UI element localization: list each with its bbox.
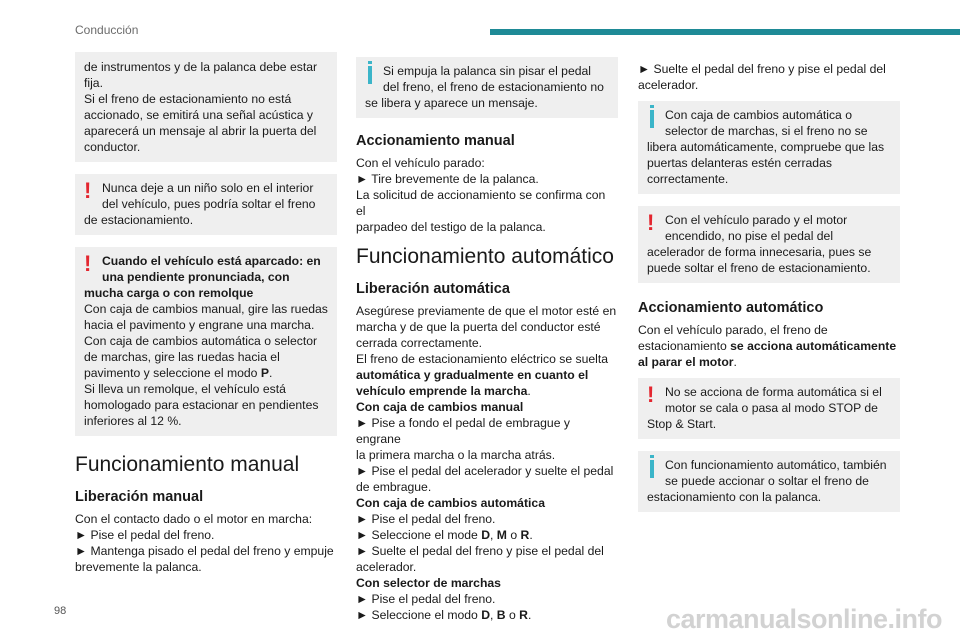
text-line: conductor.	[84, 140, 141, 154]
text-line: acelerador de forma innecesaria, pues se	[647, 245, 872, 259]
mode-label: D	[481, 528, 491, 542]
text-line: homologado para estacionar en pendientes	[84, 398, 319, 412]
text-line: del freno, el freno de estacionamiento no	[383, 80, 604, 94]
page-number: 98	[54, 605, 67, 617]
section-heading: Funcionamiento automático	[356, 245, 614, 268]
text-line: cerrada correctamente.	[356, 336, 482, 350]
text-line: ► Pise el pedal del freno.	[356, 592, 496, 606]
alert-icon: !	[647, 210, 655, 235]
text-line: accionado, se emitirá una señal acústica y	[84, 108, 313, 122]
column-2	[356, 57, 618, 623]
text-line: de marchas, gire las ruedas hacia el	[84, 350, 280, 364]
text-line: ► Pise el pedal del freno.	[356, 512, 496, 526]
text-fragment: o	[510, 528, 518, 542]
info-icon	[650, 110, 654, 128]
text-line: La solicitud de accionamiento se confirma con el	[356, 188, 606, 218]
text-line: Si empuja la palanca sin pisar el pedal	[383, 64, 591, 78]
text-line: Con el contacto dado o el motor en marcha:	[75, 512, 313, 526]
text-line: libera automáticamente, compruebe que las	[647, 140, 885, 154]
text-line: marcha y de que la puerta del conductor esté	[356, 320, 601, 334]
watermark: carmanualsonline.info	[665, 604, 942, 634]
alert-box	[638, 378, 900, 439]
text-line: Con caja de cambios manual, gire las ruedas	[84, 302, 328, 316]
text-line: aparecerá un mensaje al abrir la puerta del	[84, 124, 317, 138]
text-line: Cuando el vehículo está aparcado: en	[102, 254, 321, 268]
text-line: puede soltar el freno de estacionamiento.	[647, 261, 871, 275]
text-line	[638, 338, 900, 354]
text-line: fija.	[84, 76, 103, 90]
text-line: se libera y aparece un mensaje.	[365, 96, 538, 110]
text-line: Con el vehículo parado y el motor	[665, 213, 848, 227]
alert-box	[75, 247, 337, 436]
text-fragment: ,	[490, 528, 494, 542]
text-line: ► Pise a fondo el pedal de embrague y engrane	[356, 416, 570, 446]
section-heading: Funcionamiento manual	[75, 453, 300, 476]
mode-label: R	[519, 608, 528, 622]
text-line: Si el freno de estacionamiento no está	[84, 92, 292, 106]
alert-icon: !	[647, 382, 655, 407]
info-icon	[650, 460, 654, 478]
text-line: motor se cala o pasa al modo STOP de	[665, 401, 878, 415]
text-line: Stop & Start.	[647, 417, 717, 431]
text-line: una pendiente pronunciada, con	[102, 270, 290, 284]
text-line: acelerador.	[638, 78, 699, 92]
mode-label: D	[481, 608, 491, 622]
text-fragment: se acciona automáticamente	[730, 339, 897, 353]
text-line: Asegúrese previamente de que el motor esté en	[356, 304, 617, 318]
alert-icon: !	[84, 251, 92, 276]
text-line: Con caja de cambios automática o selector	[84, 334, 318, 348]
mode-label: M	[496, 528, 507, 542]
text-line: El freno de estacionamiento eléctrico se suelta	[356, 352, 609, 366]
text-line: puertas delanteras estén cerradas	[647, 156, 832, 170]
subsection-heading: Liberación manual	[75, 489, 204, 505]
text-line: ► Pise el pedal del acelerador y suelte el pedal	[356, 464, 614, 478]
text-line: acelerador.	[356, 560, 417, 574]
alert-box	[75, 174, 337, 235]
text-line: Con caja de cambios automática	[356, 496, 545, 510]
text-line: automática y gradualmente en cuanto el	[356, 368, 589, 382]
text-line: Con caja de cambios automática o	[665, 108, 852, 122]
text-line: brevemente la palanca.	[75, 560, 202, 574]
note-box	[75, 52, 337, 162]
text-fragment: estacionamiento	[638, 339, 731, 353]
text-line: No se acciona de forma automática si el	[665, 385, 882, 399]
text-line: ► Tire brevemente de la palanca.	[356, 172, 539, 186]
text-line: ► Seleccione el mode D, M o R.	[356, 528, 533, 542]
text-fragment: ,	[490, 608, 494, 622]
header-accent-bar	[490, 29, 960, 35]
subsection-heading: Accionamiento automático	[638, 300, 824, 316]
text-line: parpadeo del testigo de la palanca.	[356, 220, 546, 234]
info-box	[356, 57, 618, 118]
text-line: inferiores al 12 %.	[84, 414, 182, 428]
text-line: Con selector de marchas	[356, 576, 501, 590]
info-box	[638, 101, 900, 194]
text-line: Si lleva un remolque, el vehículo está	[84, 382, 286, 396]
column-1	[75, 52, 337, 575]
text-fragment: al parar el motor	[638, 355, 734, 369]
text-fragment: pavimento y seleccione el modo	[84, 366, 261, 380]
text-line: Con el vehículo parado:	[356, 156, 485, 170]
text-line: ► Mantenga pisado el pedal del freno y empuje	[75, 544, 334, 558]
text-fragment: ► Seleccione el mode	[356, 528, 482, 542]
column-3	[638, 61, 900, 522]
text-line: se puede accionar o soltar el freno de	[665, 474, 869, 488]
text-fragment: o	[509, 608, 516, 622]
text-line: de embrague.	[356, 480, 432, 494]
text-line: correctamente.	[647, 172, 729, 186]
text-line: de instrumentos y de la palanca debe estar	[84, 60, 318, 74]
text-fragment: ► Seleccione el modo	[356, 608, 482, 622]
text-line: Nunca deje a un niño solo en el interior	[102, 181, 314, 195]
text-line: de estacionamiento.	[84, 213, 194, 227]
info-icon	[368, 66, 372, 84]
alert-box	[638, 206, 900, 283]
text-line: estacionamiento con la palanca.	[647, 490, 822, 504]
text-line: encendido, no pise el pedal del	[665, 229, 834, 243]
subsection-heading: Liberación automática	[356, 281, 510, 297]
text-line: vehículo emprende la marcha.	[356, 384, 531, 398]
text-line: Con caja de cambios manual	[356, 400, 524, 414]
text-line: ► Pise el pedal del freno.	[75, 528, 215, 542]
text-line: al parar el motor.	[638, 355, 737, 369]
text-line: mucha carga o con remolque	[84, 286, 254, 300]
text-fragment: vehículo emprende la marcha	[356, 384, 528, 398]
alert-icon: !	[84, 178, 92, 203]
mode-label: P	[260, 366, 269, 380]
text-line: pavimento y seleccione el modo P.	[84, 366, 273, 380]
text-line: Con funcionamiento automático, también	[665, 458, 887, 472]
text-line: Con el vehículo parado, el freno de	[638, 323, 828, 337]
mode-label: R	[520, 528, 530, 542]
text-line: ► Suelte el pedal del freno y pise el pedal del	[356, 544, 604, 558]
info-box	[638, 451, 900, 512]
mode-label: B	[496, 608, 506, 622]
text-line: ► Suelte el pedal del freno y pise el pedal del	[638, 62, 886, 76]
header-title: Conducción	[75, 23, 139, 37]
text-line: hacia el pavimento y engrane una marcha.	[84, 318, 315, 332]
text-line: la primera marcha o la marcha atrás.	[356, 448, 556, 462]
subsection-heading: Accionamiento manual	[356, 133, 515, 149]
text-line: ► Seleccione el modo D, B o R.	[356, 608, 532, 622]
text-line: selector de marchas, si el freno no se	[665, 124, 868, 138]
text-line: del vehículo, pues podría soltar el freno	[102, 197, 316, 211]
